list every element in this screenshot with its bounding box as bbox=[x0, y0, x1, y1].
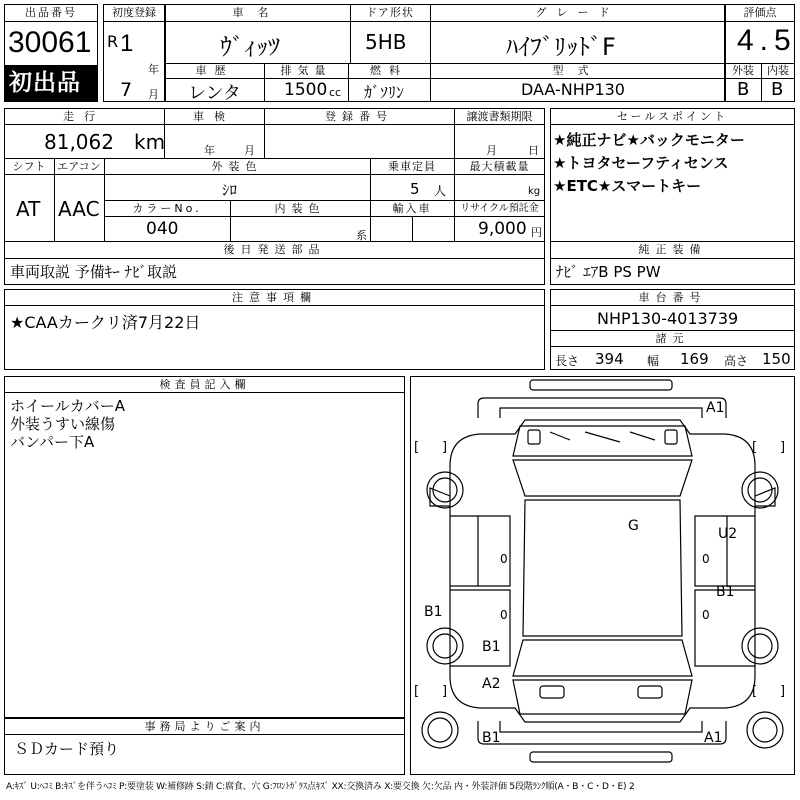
shift-label: シフト bbox=[12, 160, 46, 173]
inspection-month-unit: 月 bbox=[244, 144, 255, 157]
interior-color-unit: 系 bbox=[356, 229, 367, 242]
history: レンタ bbox=[188, 83, 241, 104]
diagram-zero-4: 0 bbox=[702, 608, 710, 622]
inspector-line-2: 外装うすい線傷 bbox=[10, 415, 116, 433]
parts: 車両取説 予備ｷｰ ﾅﾋﾞ取説 bbox=[10, 263, 178, 281]
month-unit: 月 bbox=[148, 88, 159, 101]
year-unit: 年 bbox=[148, 63, 159, 76]
inspection-label: 車検 bbox=[193, 110, 235, 123]
color-number-label: カラーNo. bbox=[132, 202, 202, 215]
exterior-color-label: 外装色 bbox=[211, 160, 263, 173]
diagram-bracket-right-bottom-close: ] bbox=[780, 684, 786, 699]
fuel: ｶﾞｿﾘﾝ bbox=[364, 83, 405, 102]
capacity-label: 乗車定員 bbox=[388, 160, 436, 173]
mark-b1-left: B1 bbox=[424, 604, 443, 620]
inspection-year-unit: 年 bbox=[204, 144, 215, 157]
notes-label: 注意事項欄 bbox=[232, 291, 317, 304]
transfer-day-unit: 日 bbox=[528, 144, 539, 157]
chassis-number: NHP130-4013739 bbox=[597, 309, 739, 328]
int-grade-label: 内装 bbox=[767, 64, 789, 77]
mileage-unit: km bbox=[134, 130, 166, 154]
displacement: 1500 bbox=[284, 80, 328, 100]
displacement-label: 排気量 bbox=[280, 64, 332, 77]
transfer-deadline-label: 譲渡書類期限 bbox=[466, 110, 533, 123]
diagram-bracket-left-top: [ bbox=[414, 440, 420, 455]
reg-month: 7 bbox=[120, 79, 133, 101]
first-registration-label: 初度登録 bbox=[112, 6, 156, 19]
car-name: ｳﾞｨｯﾂ bbox=[220, 33, 280, 61]
interior-color-label: 内装色 bbox=[274, 202, 326, 215]
sales-point-line-3: ★ETC★スマートキー bbox=[553, 177, 702, 195]
mark-b1-right: B1 bbox=[716, 584, 735, 600]
height: 150 bbox=[762, 350, 791, 368]
width-label: 幅 bbox=[647, 354, 660, 368]
color-number: 040 bbox=[146, 219, 179, 239]
dimensions-label: 諸元 bbox=[655, 332, 690, 345]
length-label: 長さ bbox=[555, 354, 580, 368]
parts-label: 後日発送部品 bbox=[223, 243, 326, 256]
car-diagram-drawing bbox=[410, 376, 795, 775]
transfer-month-unit: 月 bbox=[486, 144, 497, 157]
equipment: ﾅﾋﾞ ｴｱB PS PW bbox=[556, 263, 661, 281]
legend: A:ｷｽﾞ U:ﾍｺﾐ B:ｷｽﾞを伴うﾍｺﾐ P:要塗装 W:補修跡 S:錆 C:腐食、穴 G:ﾌﾛﾝﾄｶﾞﾗｽ点ｷｽﾞ XX:交換済み X:要交換 欠:欠品 内・外装評価 5段階ﾗﾝｸ順(A・B・C・D・E) 2 bbox=[6, 782, 635, 792]
diagram-bracket-left-top-close: ] bbox=[442, 440, 448, 455]
width: 169 bbox=[680, 350, 709, 368]
diagram-bracket-right-bottom: [ bbox=[752, 684, 758, 699]
grade-label: グレード bbox=[535, 6, 620, 19]
inspector-label: 検査員記入欄 bbox=[159, 378, 250, 391]
model-code: DAA-NHP130 bbox=[521, 80, 625, 99]
recycle-amount: 9,000 bbox=[478, 219, 527, 239]
height-label: 高さ bbox=[724, 354, 749, 368]
score: 4.5 bbox=[737, 24, 797, 57]
mileage: 81,062 bbox=[44, 130, 114, 154]
capacity: 5 bbox=[410, 180, 420, 198]
capacity-unit: 人 bbox=[434, 184, 447, 198]
sales-point-line-1: ★純正ナビ★バックモニター bbox=[553, 131, 745, 149]
chassis-label: 車台番号 bbox=[638, 291, 707, 304]
mark-g-roof: G bbox=[628, 518, 639, 534]
mark-u2-right: U2 bbox=[718, 526, 738, 542]
fuel-label: 燃料 bbox=[370, 64, 408, 77]
sales-point-label: セールスポイント bbox=[616, 110, 728, 123]
history-label: 車歴 bbox=[195, 64, 234, 77]
diagram-bracket-left-bottom-close: ] bbox=[442, 684, 448, 699]
mileage-label: 走行 bbox=[63, 110, 105, 123]
shift: AT bbox=[16, 197, 41, 221]
office-label: 事務局よりご案内 bbox=[144, 720, 265, 733]
grade: ﾊｲﾌﾞﾘｯﾄﾞF bbox=[506, 33, 616, 61]
import-label: 輸入車 bbox=[392, 202, 432, 215]
mark-a1-bottom: A1 bbox=[704, 730, 723, 746]
max-load-unit: kg bbox=[528, 186, 541, 197]
notes: ★CAAカークリ済7月22日 bbox=[10, 313, 201, 332]
displacement-unit: cc bbox=[329, 86, 342, 99]
reg-year: 1 bbox=[120, 30, 134, 57]
length: 394 bbox=[595, 350, 624, 368]
diagram-bracket-right-top: [ bbox=[752, 440, 758, 455]
diagram-bracket-right-top-close: ] bbox=[780, 440, 786, 455]
diagram-zero-1: 0 bbox=[500, 552, 508, 566]
door: 5HB bbox=[365, 30, 407, 54]
office-notice: ＳＤカード預り bbox=[14, 740, 120, 758]
diagram-bracket-left-bottom: [ bbox=[414, 684, 420, 699]
diagram-zero-2: 0 bbox=[500, 608, 508, 622]
mark-a2-lower: A2 bbox=[482, 676, 501, 692]
mark-b1-bottom: B1 bbox=[482, 730, 501, 746]
door-label: ドア形状 bbox=[366, 6, 414, 19]
mark-a1-top: A1 bbox=[706, 400, 725, 416]
lot-number: 30061 bbox=[8, 26, 92, 59]
recycle-label: リサイクル預託金 bbox=[460, 203, 539, 214]
score-label: 評価点 bbox=[743, 6, 777, 19]
era: R bbox=[107, 32, 119, 51]
ac: AAC bbox=[58, 197, 100, 221]
int-grade: B bbox=[771, 79, 784, 100]
mark-b1-center: B1 bbox=[482, 639, 501, 655]
ac-label: エアコン bbox=[57, 160, 101, 173]
first-listing-label: 初出品 bbox=[9, 70, 81, 96]
recycle-unit: 円 bbox=[531, 226, 542, 239]
exterior-color: ｼﾛ bbox=[222, 181, 238, 199]
car-name-label: 車名 bbox=[232, 6, 283, 19]
inspector-line-3: バンパー下A bbox=[10, 433, 95, 451]
ext-grade-label: 外装 bbox=[732, 64, 754, 77]
model-code-label: 型式 bbox=[552, 64, 603, 77]
diagram-zero-3: 0 bbox=[702, 552, 710, 566]
lot-number-label: 出品番号 bbox=[25, 6, 77, 19]
ext-grade: B bbox=[737, 79, 750, 100]
sales-point-line-2: ★トヨタセーフティセンス bbox=[553, 154, 729, 172]
equipment-label: 純正装備 bbox=[638, 243, 707, 256]
max-load-label: 最大積載量 bbox=[469, 160, 530, 173]
registration-number-label: 登録番号 bbox=[325, 110, 393, 123]
inspector-line-1: ホイールカバーA bbox=[10, 397, 125, 415]
